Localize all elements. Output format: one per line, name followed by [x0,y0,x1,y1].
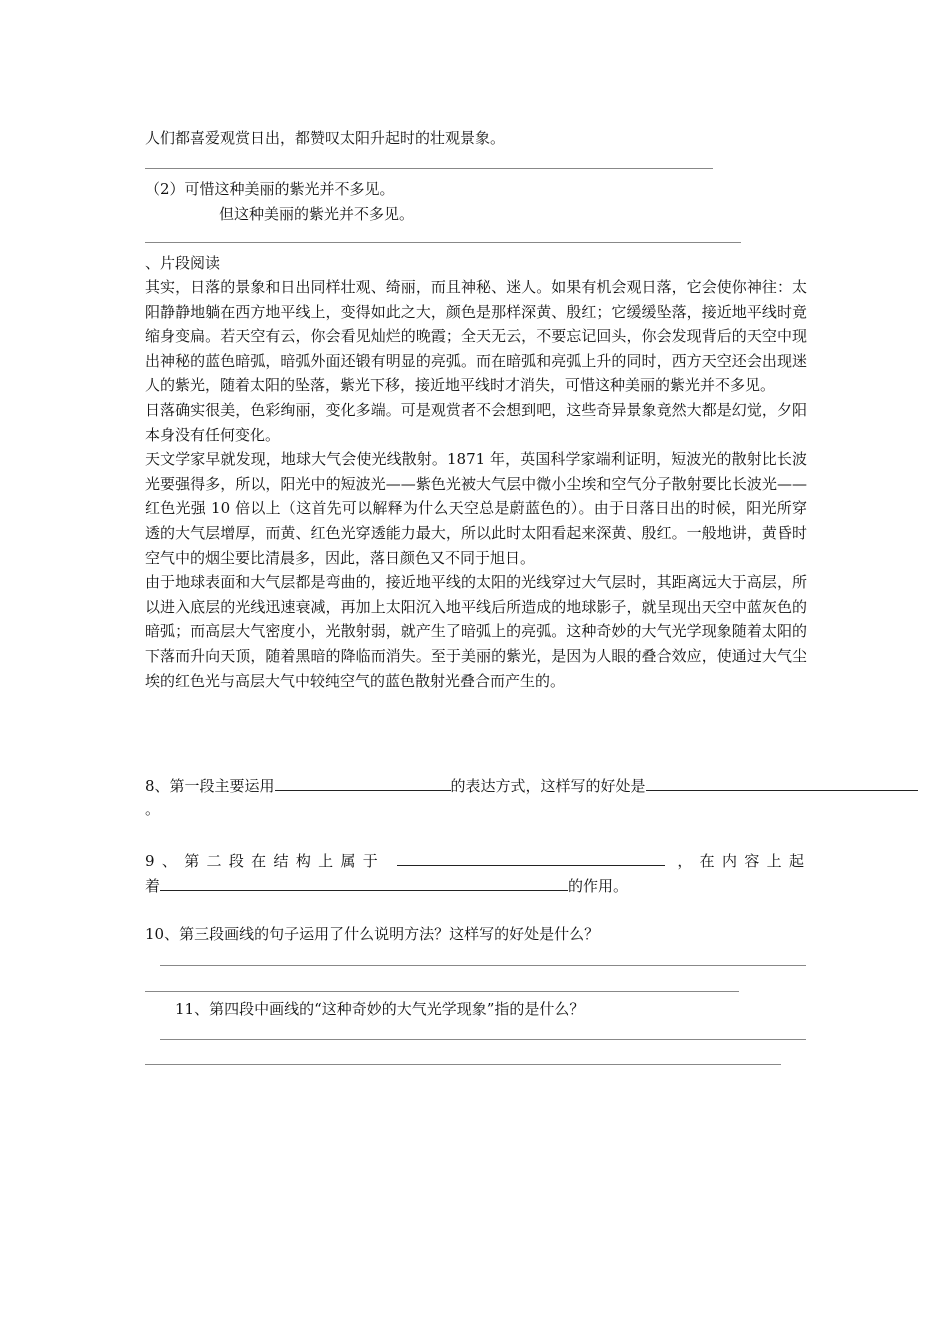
question-8-end: 。 [145,800,161,818]
question-8-blank-2[interactable] [646,773,918,791]
section-title: 、片段阅读 [145,254,221,272]
rewrite-source-sentence: 人们都喜爱观赏日出，都赞叹太阳升起时的壮观景象。 [145,129,506,147]
question-9-middle: ，在内容上起 [677,852,807,870]
question-9-line2-prefix: 着 [145,877,161,895]
question-10: 10、第三段画线的句子运用了什么说明方法？这样写的好处是什么？ [145,925,600,943]
question-8-blank-1[interactable] [275,773,451,791]
passage-paragraph-1: 其实，日落的景象和日出同样壮观、绮丽，而且神秘、迷人。如果有机会观日落，它会使你神往：太阳静静地躺在西方地平线上，变得如此之大，颜色是那样深黄、殷红；它缓缓坠落，接近地平线时竟缩身变扁。若天空有云，你会看见灿烂的晚霞；全天无云，不要忘记回头，你会发现背后的天空中现出神秘的蓝色暗弧，暗弧外面还锻有明显的亮弧。而在暗弧和亮弧上升的同时，西方天空还会出现迷人的紫光，随着太阳的坠落，紫光下移，接近地平线时才消失，可惜这种美丽的紫光并不多见。 [145,278,807,395]
question-8-middle: 的表达方式，这样写的好处是 [450,777,646,795]
answer-line[interactable] [160,1039,806,1040]
passage-paragraph-4: 由于地球表面和大气层都是弯曲的，接近地平线的太阳的光线穿过大气层时，其距离远大于高层，所以进入底层的光线迅速衰减，再加上太阳沉入地平线后所造成的地球影子，就呈现出天空中蓝灰色的暗弧；而高层大气密度小，光散射弱，就产生了暗弧上的亮弧。这种奇妙的大气光学现象随着太阳的下落而升向天顶，随着黑暗的降临而消失。至于美丽的紫光，是因为人眼的叠合效应，使通过大气尘埃的红色光与高层大气中较纯空气的蓝色散射光叠合而产生的。 [145,573,807,690]
answer-line[interactable] [145,991,739,992]
answer-line[interactable] [160,965,806,966]
passage-paragraph-2: 日落确实很美，色彩绚丽，变化多端。可是观赏者不会想到吧，这些奇异景象竟然大都是幻觉，夕阳本身没有任何变化。 [145,400,807,444]
question-9-line-1 [145,848,807,871]
question-8-prefix: 8、第一段主要运用 [145,777,275,795]
passage-paragraph-3: 天文学家早就发现，地球大气会使光线散射。1871 年，英国科学家端利证明，短波光的散射比长波光要强得多，所以，阳光中的短波光——紫色光被大气层中微小尘埃和空气分子散射要比长波光——红色光强 10 倍以上（这首先可以解释为什么天空总是蔚蓝色的）。由于日落日出的时候，阳光所穿透的大气层增厚，而黄、红色光穿透能力最大，所以此时太阳看起来深黄、殷红。一般地讲，黄昏时空气中的烟尘要比清晨多，因此，落日颜色又不同于旭日。 [145,450,807,567]
question-11: 11、第四段中画线的“这种奇妙的大气光学现象”指的是什么？ [175,1000,585,1018]
item-2-rewrite: 但这种美丽的紫光并不多见。 [219,205,415,223]
answer-line[interactable] [145,168,713,169]
question-9-prefix: 9、第二段在结构上属于 [145,852,386,870]
question-9-blank-2[interactable] [160,873,568,891]
answer-line[interactable] [145,1064,781,1065]
question-9-blank-1[interactable] [397,848,665,866]
question-9-suffix: 的作用。 [568,877,629,895]
reading-passage [145,275,807,693]
item-2-sentence: （2）可惜这种美丽的紫光并不多见。 [145,180,395,198]
answer-line[interactable] [145,242,741,243]
question-9-line-2 [145,873,628,896]
question-8 [145,773,918,796]
